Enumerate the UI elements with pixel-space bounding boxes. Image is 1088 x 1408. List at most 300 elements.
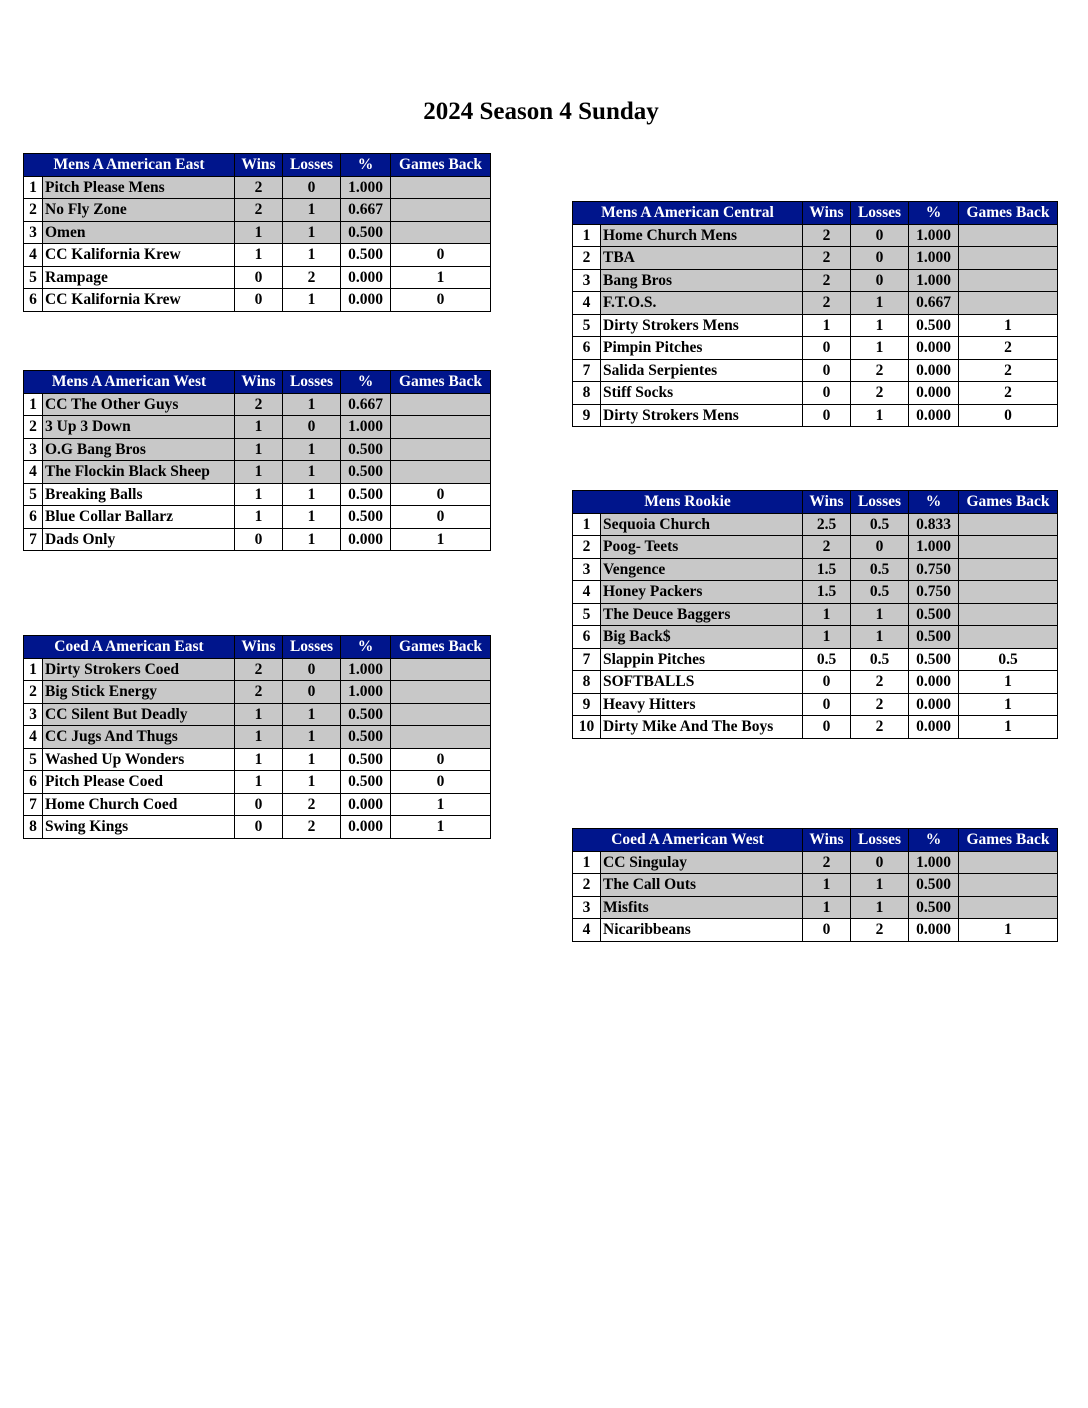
table-row	[24, 438, 491, 461]
pct-cell: 0.000	[341, 289, 391, 312]
rank-cell: 2	[573, 247, 601, 270]
pct-cell: 0.500	[341, 461, 391, 484]
header-wins: Wins	[235, 371, 283, 394]
pct-cell: 0.750	[909, 581, 959, 604]
losses-cell: 0	[283, 658, 341, 681]
wins-cell: 0	[235, 793, 283, 816]
team-cell: CC Kalifornia Krew	[43, 244, 235, 267]
games-back-cell	[959, 603, 1058, 626]
table-header-row	[24, 154, 491, 177]
losses-cell: 1	[851, 626, 909, 649]
team-cell: Dirty Mike And The Boys	[601, 716, 803, 739]
team-cell: SOFTBALLS	[601, 671, 803, 694]
losses-cell: 1	[283, 506, 341, 529]
losses-cell: 1	[283, 483, 341, 506]
team-cell: Misfits	[601, 896, 803, 919]
table-row	[573, 224, 1058, 247]
team-cell: Heavy Hitters	[601, 693, 803, 716]
team-cell: Washed Up Wonders	[43, 748, 235, 771]
table-row	[573, 716, 1058, 739]
standings-table-mens-rookie	[572, 490, 1058, 739]
pct-cell: 0.000	[341, 793, 391, 816]
games-back-cell	[391, 199, 491, 222]
pct-cell: 1.000	[909, 536, 959, 559]
wins-cell: 0	[803, 716, 851, 739]
table-row	[24, 506, 491, 529]
header-division-name: Coed A American East	[24, 636, 235, 659]
wins-cell: 2	[235, 658, 283, 681]
rank-cell: 6	[573, 337, 601, 360]
wins-cell: 0	[803, 404, 851, 427]
header-pct: %	[341, 636, 391, 659]
rank-cell: 4	[573, 292, 601, 315]
team-cell: Big Stick Energy	[43, 681, 235, 704]
losses-cell: 0	[283, 176, 341, 199]
losses-cell: 1	[851, 337, 909, 360]
games-back-cell	[959, 247, 1058, 270]
pct-cell: 0.500	[909, 626, 959, 649]
losses-cell: 1	[283, 703, 341, 726]
games-back-cell	[391, 658, 491, 681]
header-division-name: Mens A American East	[24, 154, 235, 177]
pct-cell: 0.500	[909, 648, 959, 671]
table-row	[573, 896, 1058, 919]
rank-cell: 8	[573, 382, 601, 405]
rank-cell: 8	[24, 816, 43, 839]
games-back-cell	[959, 874, 1058, 897]
pct-cell: 0.000	[909, 671, 959, 694]
pct-cell: 0.500	[341, 244, 391, 267]
standings-table-coed-a-american-east	[23, 635, 491, 839]
pct-cell: 0.000	[341, 816, 391, 839]
losses-cell: 0.5	[851, 558, 909, 581]
games-back-cell: 0.5	[959, 648, 1058, 671]
games-back-cell: 1	[391, 816, 491, 839]
losses-cell: 1	[851, 603, 909, 626]
table-row	[573, 626, 1058, 649]
games-back-cell	[391, 681, 491, 704]
losses-cell: 1	[283, 289, 341, 312]
wins-cell: 2	[803, 224, 851, 247]
pct-cell: 0.500	[341, 483, 391, 506]
games-back-cell: 1	[391, 266, 491, 289]
team-cell: The Deuce Baggers	[601, 603, 803, 626]
wins-cell: 1	[235, 416, 283, 439]
team-cell: Salida Serpientes	[601, 359, 803, 382]
losses-cell: 2	[851, 693, 909, 716]
rank-cell: 2	[24, 681, 43, 704]
table-header-row	[573, 202, 1058, 225]
losses-cell: 2	[283, 793, 341, 816]
wins-cell: 1	[803, 603, 851, 626]
rank-cell: 5	[573, 314, 601, 337]
games-back-cell: 1	[959, 919, 1058, 942]
team-cell: No Fly Zone	[43, 199, 235, 222]
team-cell: Sequoia Church	[601, 513, 803, 536]
team-cell: Poog- Teets	[601, 536, 803, 559]
wins-cell: 0	[803, 337, 851, 360]
team-cell: Dirty Strokers Coed	[43, 658, 235, 681]
table-row	[573, 581, 1058, 604]
wins-cell: 1	[803, 626, 851, 649]
pct-cell: 0.000	[909, 382, 959, 405]
header-wins: Wins	[803, 202, 851, 225]
team-cell: Pimpin Pitches	[601, 337, 803, 360]
wins-cell: 2	[803, 536, 851, 559]
table-row	[573, 247, 1058, 270]
header-pct: %	[909, 829, 959, 852]
header-wins: Wins	[803, 491, 851, 514]
rank-cell: 6	[573, 626, 601, 649]
standings-table-mens-a-american-central	[572, 201, 1058, 427]
losses-cell: 1	[283, 726, 341, 749]
pct-cell: 0.667	[341, 199, 391, 222]
games-back-cell	[959, 626, 1058, 649]
team-cell: The Call Outs	[601, 874, 803, 897]
wins-cell: 1	[235, 438, 283, 461]
team-cell: F.T.O.S.	[601, 292, 803, 315]
losses-cell: 1	[283, 393, 341, 416]
header-division-name: Mens Rookie	[573, 491, 803, 514]
pct-cell: 1.000	[909, 851, 959, 874]
team-cell: Dads Only	[43, 528, 235, 551]
pct-cell: 0.000	[341, 528, 391, 551]
losses-cell: 2	[851, 919, 909, 942]
wins-cell: 2	[803, 247, 851, 270]
wins-cell: 0	[803, 693, 851, 716]
games-back-cell	[391, 393, 491, 416]
pct-cell: 0.500	[341, 748, 391, 771]
team-cell: Slappin Pitches	[601, 648, 803, 671]
rank-cell: 9	[573, 693, 601, 716]
table-row	[573, 269, 1058, 292]
games-back-cell: 2	[959, 337, 1058, 360]
games-back-cell	[391, 416, 491, 439]
table-row	[24, 266, 491, 289]
pct-cell: 1.000	[909, 224, 959, 247]
rank-cell: 8	[573, 671, 601, 694]
team-cell: Bang Bros	[601, 269, 803, 292]
wins-cell: 1	[235, 461, 283, 484]
pct-cell: 0.000	[909, 359, 959, 382]
table-row	[24, 816, 491, 839]
games-back-cell	[959, 513, 1058, 536]
pct-cell: 0.000	[909, 716, 959, 739]
wins-cell: 2	[803, 292, 851, 315]
rank-cell: 6	[24, 506, 43, 529]
team-cell: CC The Other Guys	[43, 393, 235, 416]
games-back-cell	[959, 851, 1058, 874]
table-row	[24, 658, 491, 681]
rank-cell: 3	[24, 438, 43, 461]
pct-cell: 0.500	[341, 771, 391, 794]
table-row	[573, 648, 1058, 671]
header-games-back: Games Back	[391, 636, 491, 659]
losses-cell: 1	[283, 528, 341, 551]
losses-cell: 2	[851, 359, 909, 382]
rank-cell: 1	[24, 393, 43, 416]
team-cell: Big Back$	[601, 626, 803, 649]
table-row	[573, 693, 1058, 716]
losses-cell: 1	[283, 244, 341, 267]
losses-cell: 1	[851, 292, 909, 315]
pct-cell: 0.750	[909, 558, 959, 581]
wins-cell: 1	[235, 244, 283, 267]
rank-cell: 5	[24, 266, 43, 289]
table-row	[573, 558, 1058, 581]
losses-cell: 2	[851, 671, 909, 694]
rank-cell: 7	[24, 528, 43, 551]
wins-cell: 1	[235, 726, 283, 749]
games-back-cell	[959, 896, 1058, 919]
losses-cell: 0	[851, 536, 909, 559]
games-back-cell: 1	[959, 693, 1058, 716]
losses-cell: 0	[851, 224, 909, 247]
pct-cell: 1.000	[341, 176, 391, 199]
rank-cell: 2	[24, 416, 43, 439]
rank-cell: 4	[24, 726, 43, 749]
rank-cell: 2	[573, 536, 601, 559]
pct-cell: 1.000	[909, 247, 959, 270]
wins-cell: 2	[235, 681, 283, 704]
rank-cell: 5	[24, 483, 43, 506]
rank-cell: 1	[24, 658, 43, 681]
pct-cell: 0.000	[909, 919, 959, 942]
wins-cell: 1	[803, 874, 851, 897]
table-row	[573, 513, 1058, 536]
pct-cell: 0.500	[341, 438, 391, 461]
pct-cell: 0.667	[909, 292, 959, 315]
games-back-cell: 1	[391, 793, 491, 816]
rank-cell: 7	[573, 359, 601, 382]
table-row	[24, 528, 491, 551]
team-cell: O.G Bang Bros	[43, 438, 235, 461]
rank-cell: 4	[24, 461, 43, 484]
losses-cell: 0	[851, 851, 909, 874]
pct-cell: 0.667	[341, 393, 391, 416]
rank-cell: 5	[573, 603, 601, 626]
wins-cell: 2	[235, 199, 283, 222]
losses-cell: 1	[283, 461, 341, 484]
rank-cell: 10	[573, 716, 601, 739]
games-back-cell: 2	[959, 382, 1058, 405]
header-wins: Wins	[803, 829, 851, 852]
rank-cell: 3	[24, 221, 43, 244]
team-cell: Omen	[43, 221, 235, 244]
pct-cell: 0.500	[909, 874, 959, 897]
wins-cell: 1.5	[803, 581, 851, 604]
header-games-back: Games Back	[959, 829, 1058, 852]
pct-cell: 0.000	[909, 693, 959, 716]
games-back-cell: 1	[959, 671, 1058, 694]
team-cell: Pitch Please Mens	[43, 176, 235, 199]
rank-cell: 3	[573, 269, 601, 292]
team-cell: Stiff Socks	[601, 382, 803, 405]
wins-cell: 1	[235, 483, 283, 506]
losses-cell: 0	[851, 247, 909, 270]
wins-cell: 0	[235, 266, 283, 289]
rank-cell: 1	[573, 224, 601, 247]
games-back-cell: 1	[391, 528, 491, 551]
rank-cell: 4	[24, 244, 43, 267]
header-pct: %	[909, 202, 959, 225]
games-back-cell: 2	[959, 359, 1058, 382]
pct-cell: 0.000	[909, 337, 959, 360]
team-cell: The Flockin Black Sheep	[43, 461, 235, 484]
table-row	[24, 416, 491, 439]
rank-cell: 7	[24, 793, 43, 816]
pct-cell: 0.500	[909, 896, 959, 919]
header-division-name: Mens A American West	[24, 371, 235, 394]
wins-cell: 2	[803, 269, 851, 292]
losses-cell: 2	[283, 816, 341, 839]
games-back-cell	[959, 558, 1058, 581]
games-back-cell	[391, 221, 491, 244]
losses-cell: 0	[283, 681, 341, 704]
header-losses: Losses	[283, 154, 341, 177]
pct-cell: 0.500	[909, 603, 959, 626]
wins-cell: 0	[235, 289, 283, 312]
rank-cell: 6	[24, 771, 43, 794]
team-cell: Home Church Coed	[43, 793, 235, 816]
wins-cell: 1	[235, 771, 283, 794]
team-cell: CC Singulay	[601, 851, 803, 874]
team-cell: Home Church Mens	[601, 224, 803, 247]
rank-cell: 7	[573, 648, 601, 671]
team-cell: Nicaribbeans	[601, 919, 803, 942]
table-row	[24, 771, 491, 794]
losses-cell: 0.5	[851, 581, 909, 604]
header-losses: Losses	[851, 491, 909, 514]
table-row	[24, 289, 491, 312]
games-back-cell: 0	[391, 748, 491, 771]
table-row	[573, 314, 1058, 337]
wins-cell: 0	[803, 359, 851, 382]
team-cell: Pitch Please Coed	[43, 771, 235, 794]
standings-table-coed-a-american-west	[572, 828, 1058, 942]
rank-cell: 2	[24, 199, 43, 222]
table-header-row	[24, 636, 491, 659]
losses-cell: 1	[851, 896, 909, 919]
pct-cell: 0.000	[909, 404, 959, 427]
pct-cell: 0.500	[341, 726, 391, 749]
wins-cell: 0	[235, 816, 283, 839]
header-losses: Losses	[283, 371, 341, 394]
table-row	[573, 382, 1058, 405]
wins-cell: 0	[803, 671, 851, 694]
pct-cell: 1.000	[341, 681, 391, 704]
header-games-back: Games Back	[391, 371, 491, 394]
games-back-cell: 0	[391, 244, 491, 267]
pct-cell: 0.000	[341, 266, 391, 289]
table-row	[573, 404, 1058, 427]
header-pct: %	[341, 154, 391, 177]
losses-cell: 1	[851, 314, 909, 337]
header-wins: Wins	[235, 636, 283, 659]
standings-table-mens-a-american-east	[23, 153, 491, 312]
team-cell: CC Silent But Deadly	[43, 703, 235, 726]
losses-cell: 1	[851, 874, 909, 897]
table-row	[573, 874, 1058, 897]
losses-cell: 1	[283, 199, 341, 222]
wins-cell: 0	[803, 382, 851, 405]
losses-cell: 1	[283, 221, 341, 244]
table-row	[24, 176, 491, 199]
team-cell: CC Jugs And Thugs	[43, 726, 235, 749]
team-cell: CC Kalifornia Krew	[43, 289, 235, 312]
wins-cell: 2	[235, 393, 283, 416]
rank-cell: 2	[573, 874, 601, 897]
pct-cell: 0.833	[909, 513, 959, 536]
table-header-row	[573, 829, 1058, 852]
team-cell: Swing Kings	[43, 816, 235, 839]
table-row	[573, 359, 1058, 382]
wins-cell: 1	[803, 896, 851, 919]
table-header-row	[573, 491, 1058, 514]
games-back-cell: 0	[391, 506, 491, 529]
games-back-cell	[959, 224, 1058, 247]
header-wins: Wins	[235, 154, 283, 177]
team-cell: Breaking Balls	[43, 483, 235, 506]
rank-cell: 1	[573, 513, 601, 536]
header-games-back: Games Back	[391, 154, 491, 177]
games-back-cell	[391, 461, 491, 484]
table-row	[573, 919, 1058, 942]
table-row	[24, 793, 491, 816]
games-back-cell	[959, 269, 1058, 292]
table-row	[24, 393, 491, 416]
pct-cell: 0.500	[341, 703, 391, 726]
header-division-name: Mens A American Central	[573, 202, 803, 225]
header-losses: Losses	[851, 829, 909, 852]
losses-cell: 0.5	[851, 648, 909, 671]
games-back-cell: 0	[391, 289, 491, 312]
games-back-cell	[391, 176, 491, 199]
table-row	[24, 461, 491, 484]
losses-cell: 0	[851, 269, 909, 292]
rank-cell: 9	[573, 404, 601, 427]
table-row	[24, 748, 491, 771]
pct-cell: 1.000	[341, 416, 391, 439]
losses-cell: 0.5	[851, 513, 909, 536]
rank-cell: 3	[24, 703, 43, 726]
pct-cell: 0.500	[341, 221, 391, 244]
losses-cell: 1	[283, 771, 341, 794]
header-pct: %	[909, 491, 959, 514]
pct-cell: 1.000	[909, 269, 959, 292]
wins-cell: 2	[803, 851, 851, 874]
losses-cell: 1	[851, 404, 909, 427]
games-back-cell: 1	[959, 314, 1058, 337]
wins-cell: 1	[235, 703, 283, 726]
standings-table-mens-a-american-west	[23, 370, 491, 551]
rank-cell: 1	[573, 851, 601, 874]
table-row	[24, 703, 491, 726]
wins-cell: 1	[235, 506, 283, 529]
table-row	[573, 851, 1058, 874]
rank-cell: 1	[24, 176, 43, 199]
table-row	[24, 221, 491, 244]
games-back-cell: 0	[959, 404, 1058, 427]
games-back-cell	[391, 438, 491, 461]
table-row	[24, 199, 491, 222]
wins-cell: 0	[235, 528, 283, 551]
page-title: 2024 Season 4 Sunday	[423, 98, 659, 125]
rank-cell: 4	[573, 581, 601, 604]
wins-cell: 2.5	[803, 513, 851, 536]
header-games-back: Games Back	[959, 202, 1058, 225]
header-pct: %	[341, 371, 391, 394]
